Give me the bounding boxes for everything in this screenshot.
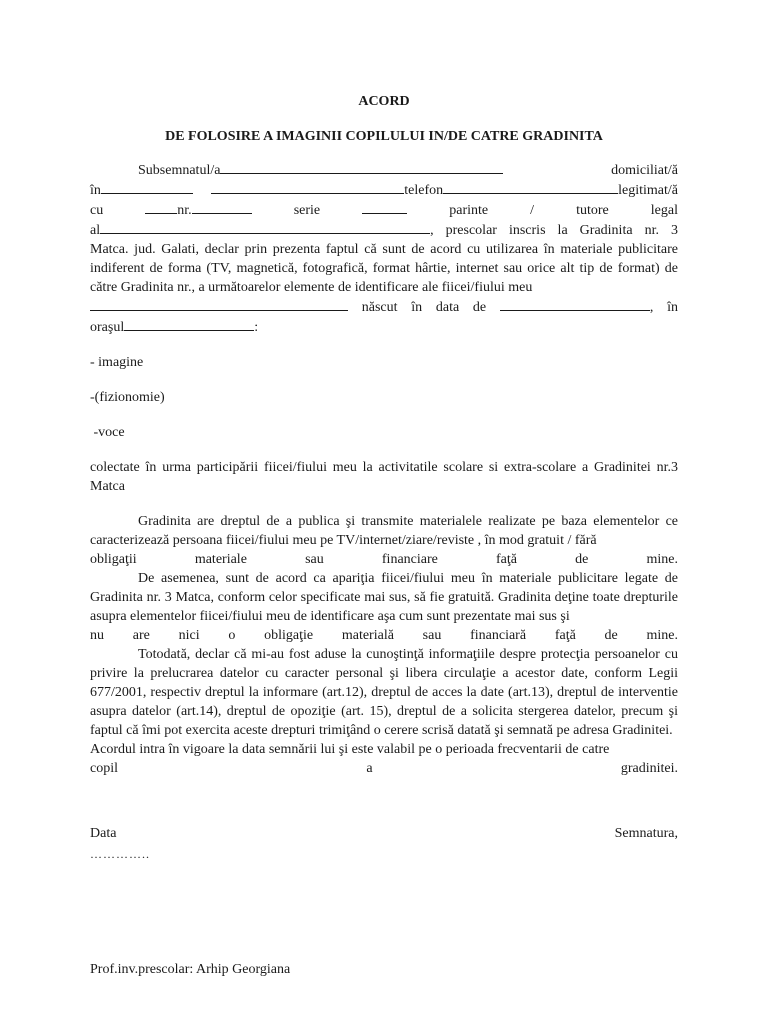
id-series-blank [362, 200, 407, 214]
prescolar-text: , prescolar inscris la Gradinita nr. 3 [430, 223, 678, 238]
city-blank [124, 317, 254, 331]
word: copil [90, 761, 118, 776]
al-label: al [90, 223, 101, 238]
orasul-label: oraşul [90, 320, 125, 335]
phone-blank [443, 180, 618, 194]
word: financiară [470, 628, 527, 643]
paragraph-3: Totodată, declar că mi-au fost aduse la cunoştinţă informaţiile despre protecţia persoanelor cu privire la prelucrarea datelor cu caracter personal şi libera circulaţie a acestor date, conform Legii 677/2001, respectiv dreptul la informare (art.12), dreptul de acces la date (art.13), dreptul de interventie asupra datelor (art.14), dreptul de opoziţie (art. 15), dreptul de a solicita stergerea datelor, precum şi faptul că îmi pot exercita aceste drepturi trimiţând o cerere scrisă datată şi semnată pe adresa Gradinitei. [90, 647, 678, 738]
form-line-3 [90, 200, 678, 220]
document-subtitle: DE FOLOSIRE A IMAGINII COPILULUI IN/DE CATRE GRADINITA [165, 129, 603, 144]
word: de [604, 628, 618, 643]
list-item: -voce [90, 425, 125, 440]
word: materiale [194, 552, 247, 567]
domiciliat-label: domiciliat/ă [611, 163, 678, 178]
signature-row [90, 824, 678, 864]
paragraph-1: Gradinita are dreptul de a publica şi transmite materialele realizate pe baza elementelor ce caracterizează persoana fiicei/fiului meu pe TV/internet/ziare/reviste , în mod gratuit / fără [90, 514, 678, 548]
footer-teacher: Prof.inv.prescolar: Arhip Georgiana [90, 962, 291, 977]
colon-text: : [254, 320, 259, 335]
document-title: ACORD [358, 94, 410, 109]
form-line-nascut [90, 297, 678, 317]
paragraph-2-last-line [90, 626, 678, 645]
id-type-blank [145, 200, 177, 214]
identification-list [90, 353, 678, 442]
list-item: -(fizionomie) [90, 390, 165, 405]
word: mine. [646, 552, 679, 567]
word: gradinitei. [620, 761, 678, 776]
nascut-label: născut în data de [361, 300, 487, 315]
tutore-label: tutore [576, 203, 609, 218]
nr-label: nr. [177, 203, 192, 218]
word: financiare [381, 552, 438, 567]
name-blank [220, 160, 503, 174]
signature-label: Semnatura, [614, 826, 678, 841]
word: faţă [496, 552, 517, 567]
document-content [90, 92, 678, 864]
word: obligaţii [90, 552, 137, 567]
word: de [575, 552, 589, 567]
word: faţă [554, 628, 576, 643]
collected-paragraph: colectate în urma participării fiicei/fiului meu la activitatile scolare si extra-scolare a Gradinitei nr.3 Matca [90, 460, 678, 494]
birth-date-blank [500, 297, 650, 311]
paragraph-1-last-line [90, 550, 678, 569]
serie-label: serie [293, 203, 321, 218]
legitimat-label: legitimat/ă [618, 183, 678, 198]
paragraph-4-last-line [90, 759, 678, 778]
id-number-blank [192, 200, 252, 214]
slash-label: / [530, 203, 535, 218]
word: sau [305, 552, 324, 567]
date-block [90, 824, 150, 864]
body-paragraph-1: Matca. jud. Galati, declar prin prezenta faptul că sunt de acord cu utilizarea în materiale publicitare indiferent de forma (TV, magnetică, fotografică, format hârtie, internet sau orice alt tip de format) de către Gradinita nr., a următoarelor elemente de identificare ale fiicei/fiului meu [90, 242, 678, 295]
child-name-blank [100, 220, 430, 234]
word: are [132, 628, 150, 643]
paragraph-2: De asemenea, sunt de acord ca apariţia fiicei/fiului meu în materiale publicitare legate de Gradinita nr. 3 Matca, conform celor specificate mai sus, să fie gratuită. Gradinita deţine toate drepturile asupra elementelor fiicei/fiului meu de identificare aşa cum sunt prezentate mai sus şi [90, 571, 678, 624]
legal-label: legal [650, 203, 679, 218]
date-dots: ………….. [90, 847, 150, 861]
form-line-2 [90, 180, 678, 200]
word: obligaţie [264, 628, 314, 643]
subsemnatul-label: Subsemnatul/a [138, 163, 221, 178]
word: sau [422, 628, 442, 643]
in-label: în [90, 183, 101, 198]
word: o [228, 628, 236, 643]
date-label: Data [90, 826, 117, 841]
word: nici [178, 628, 200, 643]
word: materială [341, 628, 394, 643]
address-blank [101, 180, 193, 194]
child-fullname-blank [90, 297, 348, 311]
word: nu [90, 628, 104, 643]
cu-label: cu [90, 203, 104, 218]
list-item: - imagine [90, 355, 144, 370]
word: a [366, 761, 373, 776]
parinte-label: parinte [449, 203, 489, 218]
paragraph-4: Acordul intra în vigoare la data semnării lui şi este valabil pe o perioada frecventarii de catre [90, 742, 610, 757]
comma-in-text: , în [649, 300, 679, 315]
form-line-4 [90, 220, 678, 240]
street-blank [211, 180, 404, 194]
form-line-1 [90, 160, 678, 180]
telefon-label: telefon [404, 183, 444, 198]
word: mine. [646, 628, 679, 643]
form-line-orasul [90, 317, 678, 337]
